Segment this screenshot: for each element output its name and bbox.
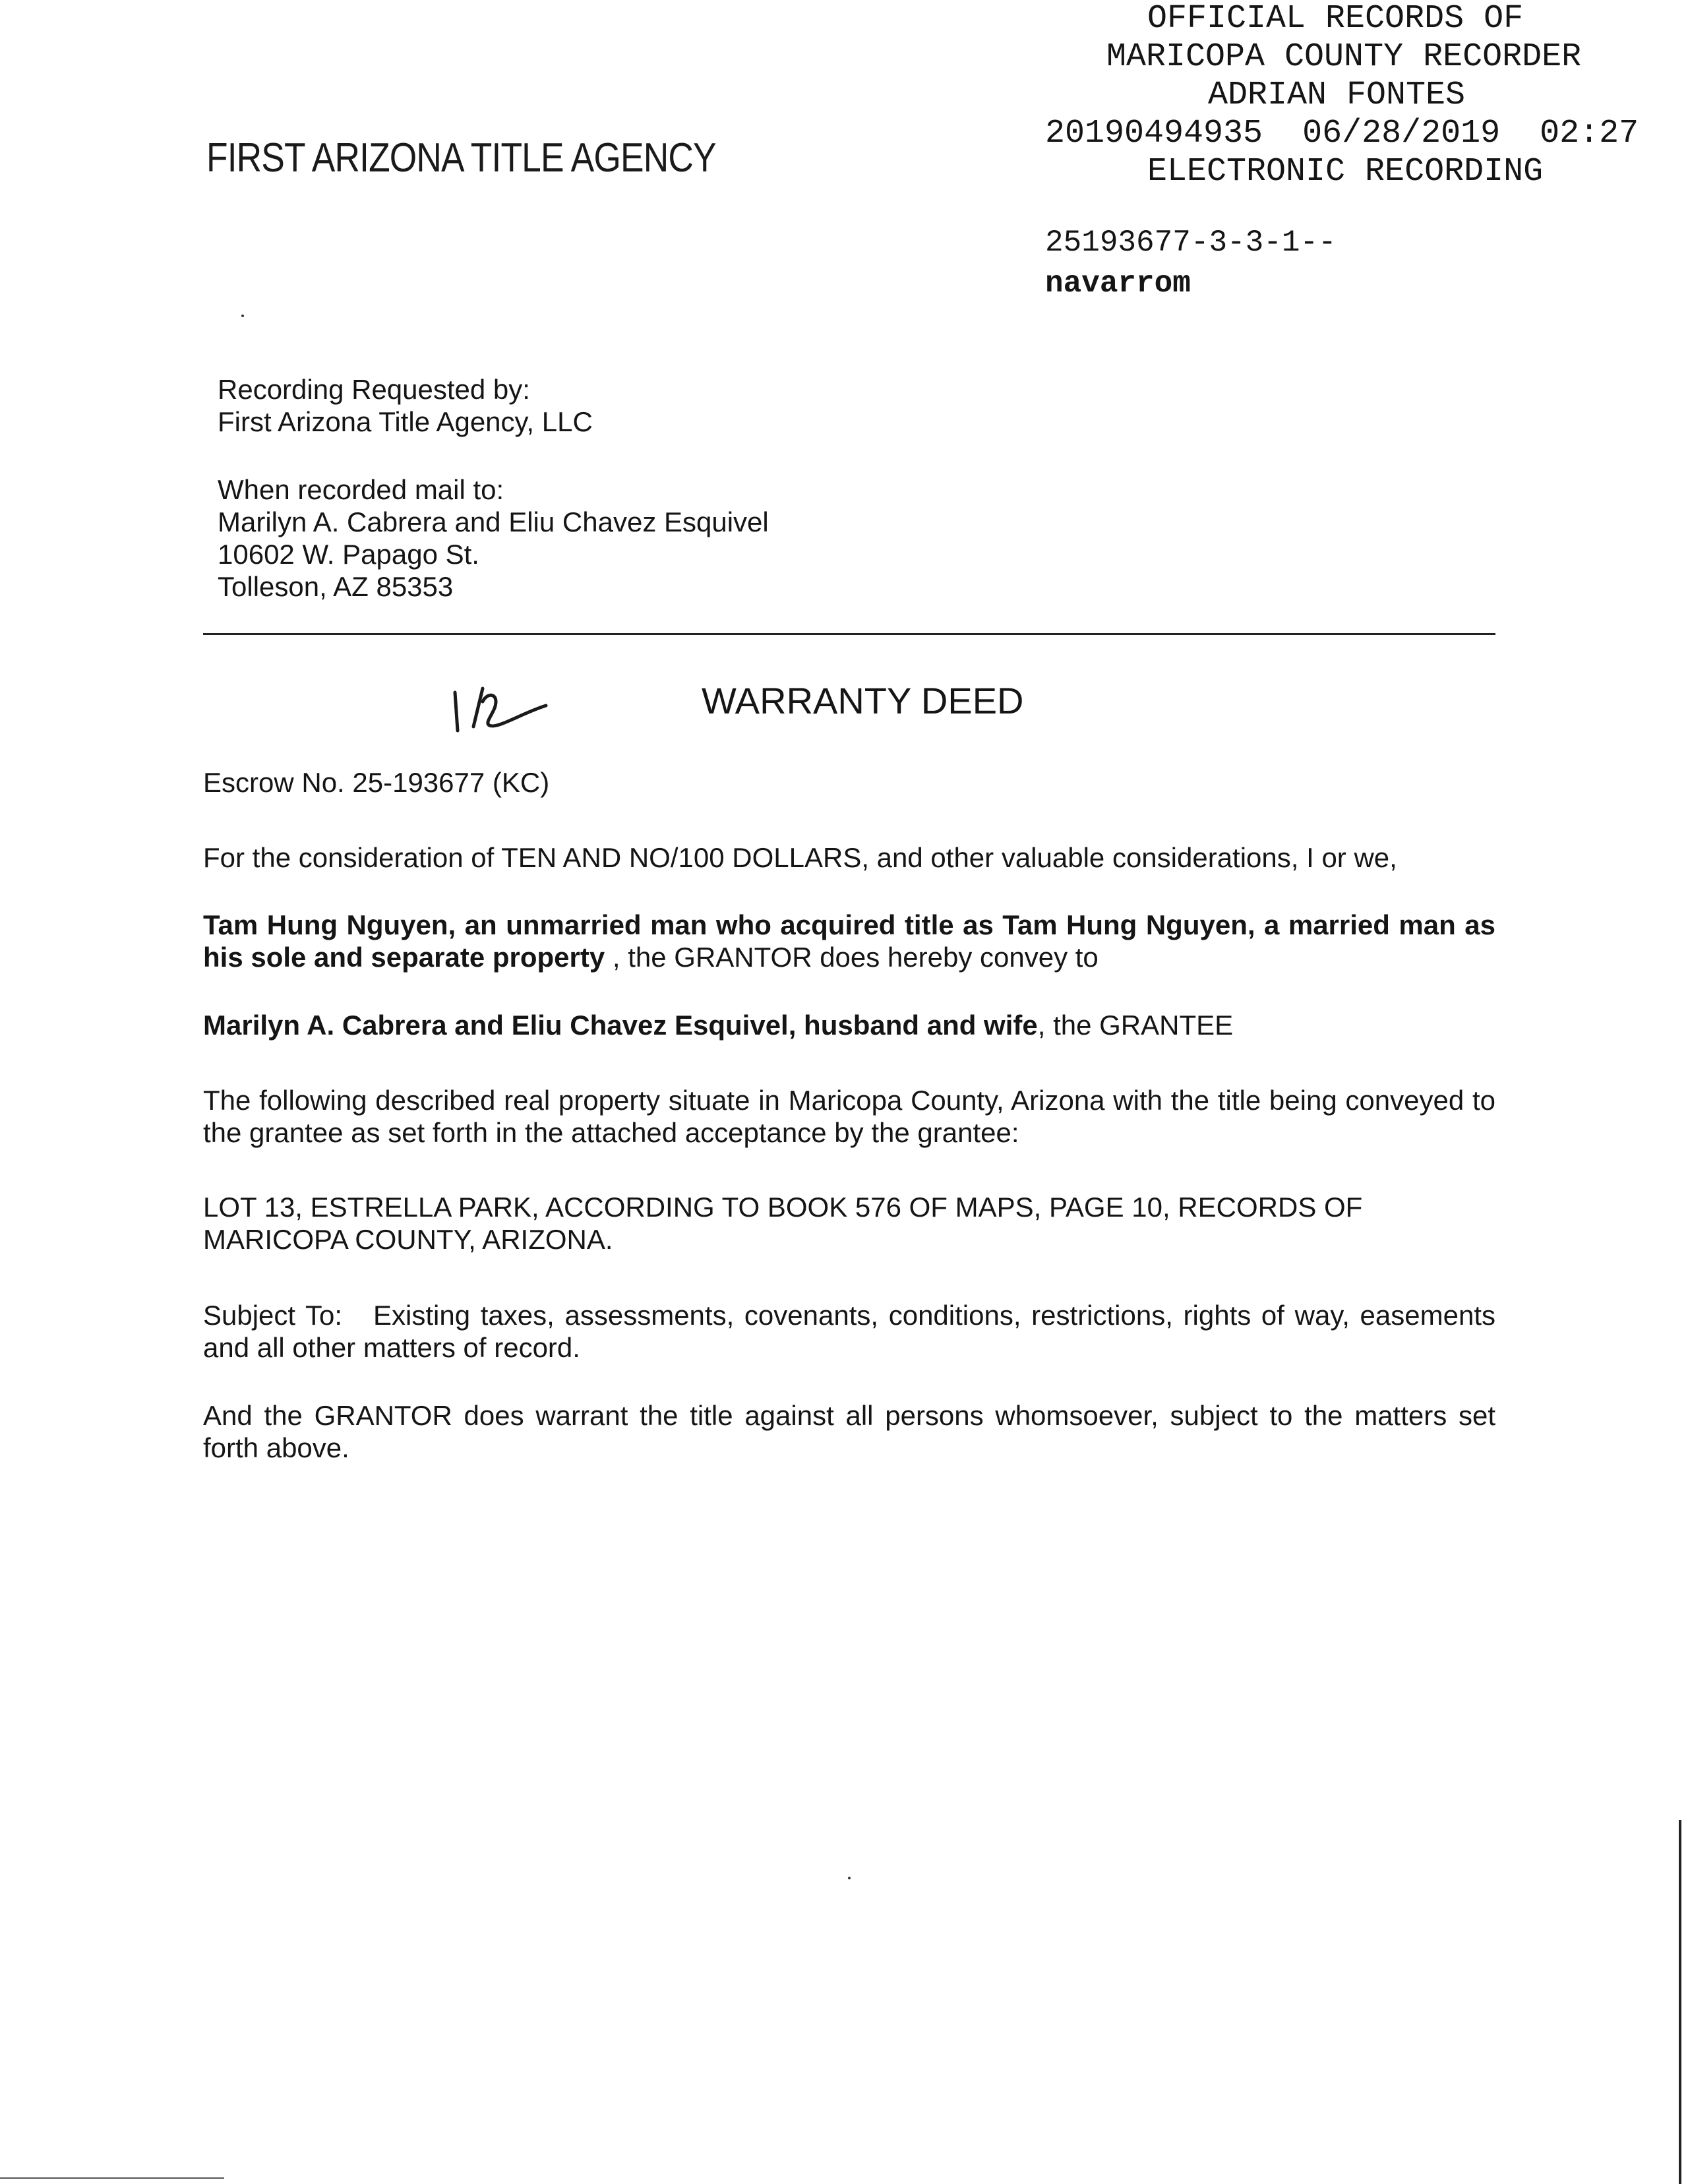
grantor-clause-tail: , the GRANTOR does hereby convey to bbox=[605, 942, 1099, 973]
mail-to-block bbox=[218, 473, 1510, 603]
escrow-number: Escrow No. 25-193677 (KC) bbox=[203, 767, 550, 798]
legal-description: LOT 13, ESTRELLA PARK, ACCORDING TO BOOK 576 OF MAPS, PAGE 10, RECORDS OF MARICOPA COUNTY, ARIZONA. bbox=[203, 1192, 1363, 1255]
mail-to-street: 10602 W. Papago St. bbox=[218, 539, 479, 570]
scan-edge-right bbox=[1679, 1820, 1681, 2184]
agency-header: FIRST ARIZONA TITLE AGENCY bbox=[206, 135, 716, 181]
grantor-clause bbox=[203, 909, 1495, 973]
stamp-line-official-records: OFFICIAL RECORDS OF bbox=[1147, 0, 1524, 38]
header-divider bbox=[203, 633, 1495, 635]
grantor-name: Tam Hung Nguyen, an unmarried man who acquired title as Tam Hung Nguyen, a married man as his sole and separate property bbox=[203, 909, 1495, 973]
recording-requested-name: First Arizona Title Agency, LLC bbox=[218, 406, 593, 437]
mail-to-name: Marilyn A. Cabrera and Eliu Chavez Esquivel bbox=[218, 506, 769, 537]
grantee-name: Marilyn A. Cabrera and Eliu Chavez Esquivel, husband and wife bbox=[203, 1010, 1038, 1041]
property-description-intro: The following described real property situate in Maricopa County, Arizona with the title being conveyed to the grantee as set forth in the attached acceptance by the grantee: bbox=[203, 1085, 1495, 1148]
recording-user-id: navarrom bbox=[1045, 266, 1191, 301]
document-title: WARRANTY DEED bbox=[702, 680, 1024, 721]
grantee-clause-tail: , the GRANTEE bbox=[1037, 1010, 1234, 1041]
recording-requested-block bbox=[218, 373, 1510, 438]
mail-to-label: When recorded mail to: bbox=[218, 474, 504, 505]
warranty-clause: And the GRANTOR does warrant the title against all persons whomsoever, subject to the matters set forth above. bbox=[203, 1400, 1495, 1463]
recorder-stamp bbox=[0, 0, 1688, 226]
grantee-clause bbox=[203, 1009, 1495, 1041]
consideration-clause: For the consideration of TEN AND NO/100 DOLLARS, and other valuable considerations, I or we, bbox=[203, 842, 1397, 873]
scan-edge-bottom bbox=[0, 2177, 224, 2179]
mail-to-city: Tolleson, AZ 85353 bbox=[218, 571, 454, 602]
stamp-line-recording-number-date: 20190494935 06/28/2019 02:27 bbox=[1045, 115, 1639, 152]
subject-to-clause: Subject To: Existing taxes, assessments, covenants, conditions, restrictions, rights of way, easements and all other matters of record. bbox=[203, 1300, 1503, 1363]
scan-speck bbox=[241, 315, 244, 317]
scan-speck bbox=[848, 1877, 851, 1879]
recording-requested-label: Recording Requested by: bbox=[218, 374, 530, 405]
stamp-line-electronic-recording: ELECTRONIC RECORDING bbox=[1147, 153, 1544, 191]
document-reference-number: 25193677-3-3-1-- bbox=[1045, 226, 1337, 260]
stamp-line-recorder-name: ADRIAN FONTES bbox=[1208, 76, 1466, 114]
handwritten-page-mark bbox=[448, 679, 554, 739]
stamp-line-county-recorder: MARICOPA COUNTY RECORDER bbox=[1106, 38, 1582, 76]
